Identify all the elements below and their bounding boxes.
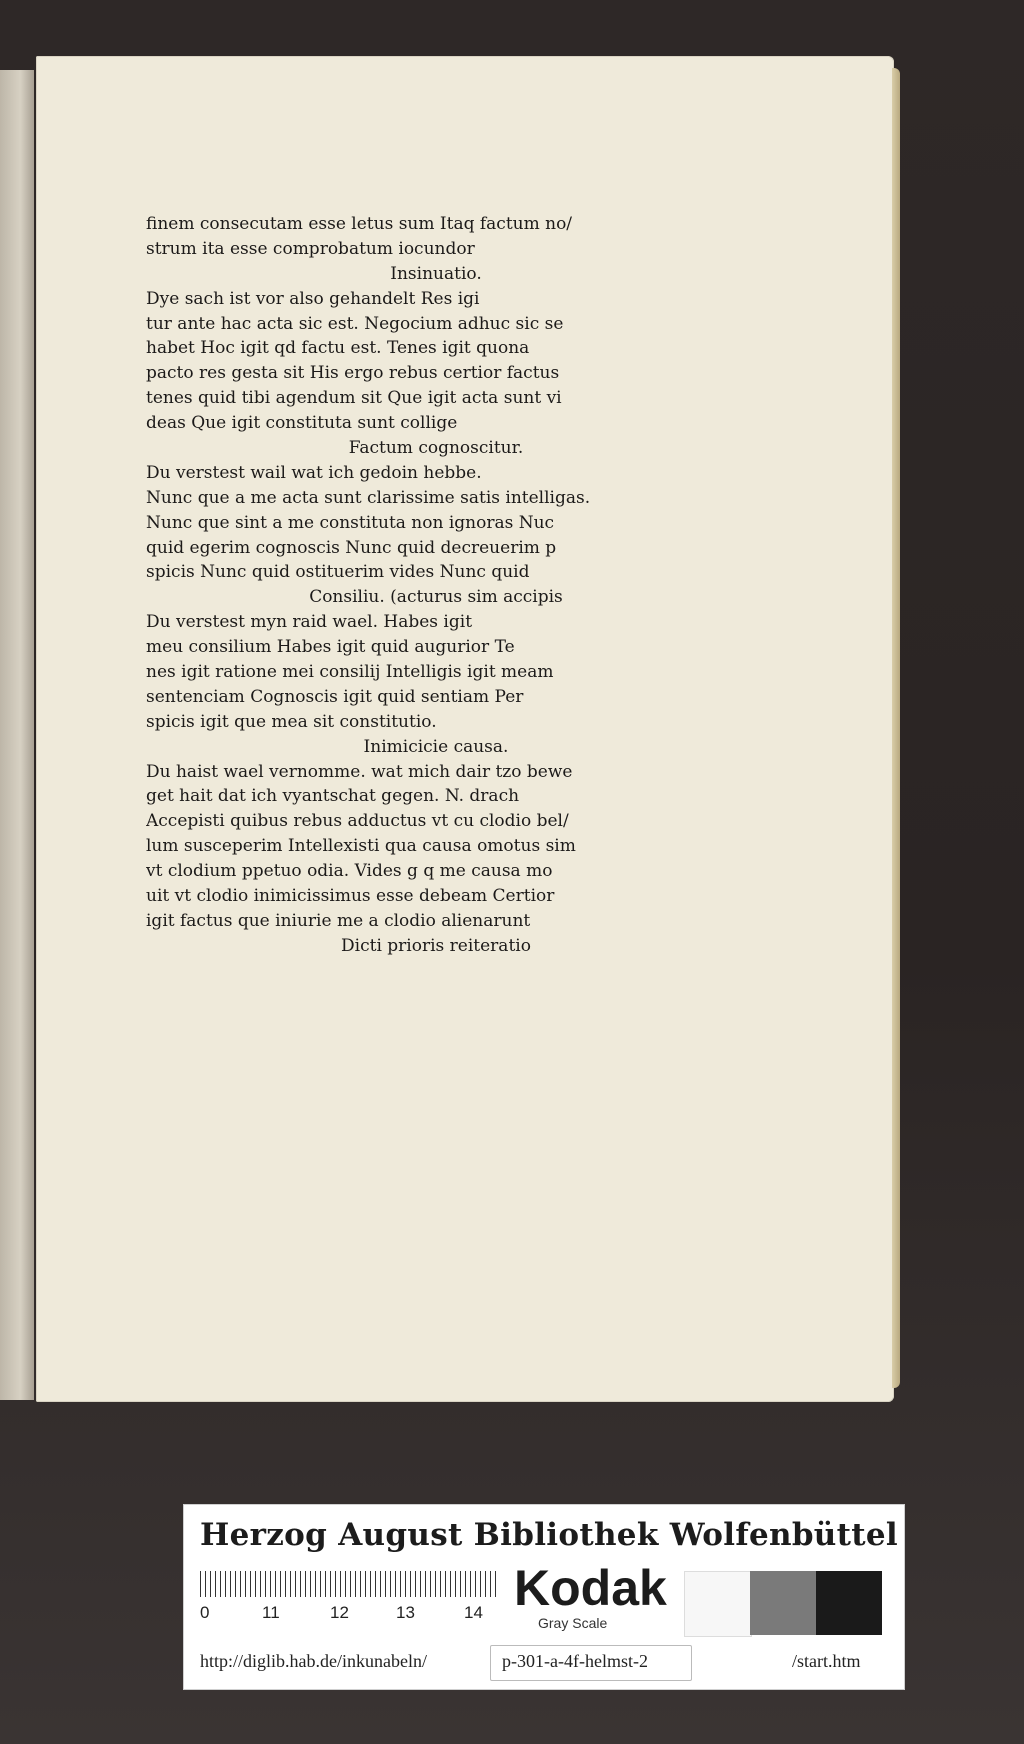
text-line: sentenciam Cognoscis igit quid sentiam Per bbox=[146, 686, 524, 707]
text-line: Du verstest wail wat ich gedoin hebbe. bbox=[146, 462, 482, 483]
text-line: deas Que igit constituta sunt collige bbox=[146, 413, 458, 434]
kodak-wordmark: Kodak bbox=[514, 1560, 667, 1616]
text-line: habet Hoc igit qd factu est. Tenes igit quona bbox=[146, 338, 530, 359]
text-line: spicis igit que mea sit constitutio. bbox=[146, 711, 437, 732]
gray-swatch bbox=[750, 1571, 816, 1635]
scale-number: 11 bbox=[262, 1603, 280, 1622]
text-line: Du haist wael vernomme. wat mich dair tzo bewe bbox=[146, 761, 573, 782]
text-line: get hait dat ich vyantschat gegen. N. drach bbox=[146, 786, 520, 807]
text-line: spicis Nunc quid ostituerim vides Nunc quid bbox=[146, 562, 530, 583]
section-heading: Factum cognoscitur. bbox=[348, 438, 524, 459]
item-id: p-301-a-4f-helmst-2 bbox=[502, 1651, 648, 1671]
scale-number: 14 bbox=[464, 1603, 483, 1622]
text-line: vt clodium ppetuo odia. Vides g q me causa mo bbox=[146, 861, 553, 882]
text-line: pacto res gesta sit His ergo rebus certior factus bbox=[146, 363, 560, 384]
gray-scale-label: Gray Scale bbox=[538, 1615, 608, 1631]
scale-numbers bbox=[200, 1603, 500, 1623]
black-swatch bbox=[816, 1571, 882, 1635]
text-line: Accepisti quibus rebus adductus vt cu clodio bel/ bbox=[146, 811, 569, 832]
text-line: finem consecutam esse letus sum Itaq factum no/ bbox=[146, 214, 573, 234]
kodak-logo bbox=[514, 1561, 684, 1631]
text-line: Nunc que sint a me constituta non ignoras Nuc bbox=[146, 512, 555, 533]
text-line: lum susceperim Intellexisti qua causa omotus sim bbox=[146, 836, 576, 857]
scale-number: 0 bbox=[200, 1603, 210, 1622]
scale-number: 13 bbox=[396, 1603, 415, 1622]
white-swatch bbox=[684, 1571, 752, 1637]
previous-page-edge bbox=[0, 70, 34, 1400]
text-line: tur ante hac acta sic est. Negocium adhuc sic se bbox=[146, 313, 564, 334]
url-row bbox=[200, 1645, 890, 1681]
text-line: tenes quid tibi agendum sit Que igit acta sunt vi bbox=[146, 388, 562, 409]
text-line: meu consilium Habes igit quid augurior Te bbox=[146, 637, 515, 658]
url-suffix: /start.htm bbox=[792, 1651, 861, 1671]
section-heading: Dicti prioris reiteratio bbox=[341, 935, 531, 956]
scale-ruler bbox=[200, 1571, 496, 1597]
section-heading: Insinuatio. bbox=[390, 263, 482, 284]
base-url: http://diglib.hab.de/inkunabeln/ bbox=[200, 1651, 427, 1671]
library-title: Herzog August Bibliothek Wolfenbüttel bbox=[200, 1517, 898, 1553]
text-line: Dye sach ist vor also gehandelt Res igi bbox=[146, 288, 480, 309]
section-heading: Consiliu. (acturus sim accipis bbox=[309, 587, 563, 608]
text-line: strum ita esse comprobatum iocundor bbox=[146, 238, 475, 259]
page-text-block bbox=[146, 212, 726, 959]
manuscript-page bbox=[36, 56, 894, 1402]
text-line: Du verstest myn raid wael. Habes igit bbox=[146, 612, 473, 633]
text-line: Nunc que a me acta sunt clarissime satis intelligas. bbox=[146, 487, 591, 508]
text-line: nes igit ratione mei consilij Intelligis igit meam bbox=[146, 662, 554, 683]
text-line: uit vt clodio inimicissimus esse debeam Certior bbox=[146, 886, 555, 907]
text-line: igit factus que iniurie me a clodio alienarunt bbox=[146, 910, 531, 931]
text-line: quid egerim cognoscis Nunc quid decreuerim p bbox=[146, 537, 557, 558]
scale-number: 12 bbox=[330, 1603, 349, 1622]
section-heading: Inimicicie causa. bbox=[363, 736, 509, 757]
library-color-target bbox=[183, 1504, 905, 1690]
